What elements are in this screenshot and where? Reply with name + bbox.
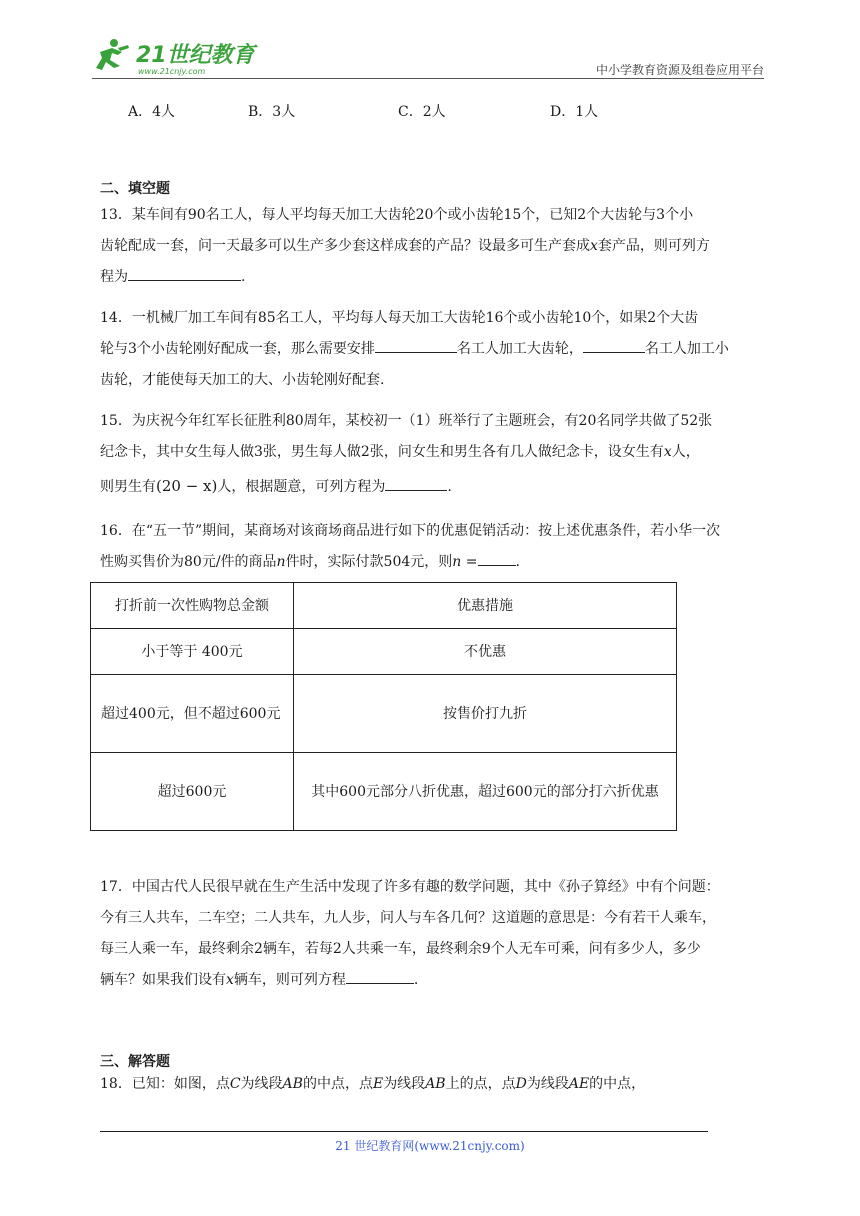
- answer-blank[interactable]: [375, 338, 457, 353]
- q16-line2: 性购买售价为80元/件的商品n件时，实际付款504元，则n = .: [100, 547, 764, 578]
- table-cell: 超过600元: [91, 753, 294, 831]
- q17-line1: 17．中国古代人民很早就在生产生活中发现了许多有趣的数学问题，其中《孙子算经》中有个问题：: [100, 879, 720, 895]
- question-15: [100, 406, 764, 505]
- answer-blank[interactable]: [346, 969, 414, 984]
- q17-line2: 今有三人共车，二车空；二人共车，九人步，问人与车各几何？这道题的意思是：今有若干人乘车，: [100, 910, 716, 926]
- table-cell: 其中600元部分八折优惠，超过600元的部分打六折优惠: [294, 753, 677, 831]
- answer-blank[interactable]: [478, 551, 516, 566]
- table-cell: 小于等于 400元: [91, 629, 294, 675]
- table-row: [91, 753, 677, 831]
- q15-line2: 纪念卡，其中女生每人做3张，男生每人做2张，问女生和男生各有几人做纪念卡，设女生有x人，: [100, 444, 700, 460]
- q17-line3: 每三人乘一车，最终剩余2辆车，若每2人共乘一车，最终剩余9个人无车可乘，问有多少人，多少: [100, 941, 701, 957]
- footer-link[interactable]: 21 世纪教育网(www.21cnjy.com): [335, 1139, 525, 1153]
- q13-line1: 13．某车间有90名工人，每人平均每天加工大齿轮20个或小齿轮15个，已知2个大齿轮与3个小: [100, 207, 694, 223]
- discount-table: [90, 582, 677, 831]
- q17-line4: 辆车？如果我们设有x辆车，则可列方程 .: [100, 965, 764, 996]
- table-row: [91, 629, 677, 675]
- table-cell: 超过400元，但不超过600元: [91, 675, 294, 753]
- q15-line3: 则男生有(20 − x)人，根据题意，可列方程为 .: [100, 477, 452, 495]
- option-c: C．2人: [398, 104, 446, 120]
- question-16: [100, 516, 764, 578]
- svg-text:www.21cnjy.com: www.21cnjy.com: [138, 67, 206, 76]
- q16-line1: 16．在“五一节”期间，某商场对该商场商品进行如下的优惠促销活动：按上述优惠条件，若小华一次: [100, 523, 721, 539]
- page-header: [92, 30, 764, 80]
- answer-blank[interactable]: [385, 476, 447, 491]
- answer-blank[interactable]: [583, 338, 645, 353]
- footer-divider: [100, 1131, 708, 1132]
- q14-line2: 轮与3个小齿轮刚好配成一套，那么需要安排 名工人加工大齿轮， 名工人加工小: [100, 334, 764, 365]
- question-17: [100, 872, 764, 996]
- q13-line2: 齿轮配成一套，问一天最多可以生产多少套这样成套的产品？设最多可生产套成x套产品，则可列方: [100, 238, 710, 254]
- question-14: [100, 303, 764, 396]
- table-header-cell: 优惠措施: [294, 583, 677, 629]
- site-logo: [92, 36, 262, 78]
- section-title-answer: 三、解答题: [100, 1054, 170, 1070]
- answer-options: [128, 101, 728, 129]
- q14-line1: 14．一机械厂加工车间有85名工人，平均每人每天加工大齿轮16个或小齿轮10个，如果2个大齿: [100, 310, 699, 326]
- q18-line1: 18．已知：如图，点C为线段AB的中点，点E为线段AB上的点，点D为线段AE的中点，: [100, 1076, 646, 1092]
- header-divider: [92, 78, 764, 79]
- table-cell: 不优惠: [294, 629, 677, 675]
- answer-blank[interactable]: [128, 266, 241, 281]
- table-cell: 按售价打九折: [294, 675, 677, 753]
- q13-line3: 程为 .: [100, 262, 764, 293]
- table-row: [91, 675, 677, 753]
- svg-text:21世纪教育: 21世纪教育: [136, 43, 255, 68]
- q14-line3: 齿轮，才能使每天加工的大、小齿轮刚好配套.: [100, 372, 385, 388]
- q15-line1: 15．为庆祝今年红军长征胜利80周年，某校初一（1）班举行了主题班会，有20名同学共做了52张: [100, 413, 713, 429]
- table-header-row: [91, 583, 677, 629]
- platform-label: 中小学教育资源及组卷应用平台: [595, 63, 764, 77]
- section-title-fill-blank: 二、填空题: [100, 181, 170, 197]
- table-header-cell: 打折前一次性购物总金额: [91, 583, 294, 629]
- option-b: B．3人: [248, 104, 296, 120]
- option-d: D．1人: [550, 104, 599, 120]
- question-18: [100, 1069, 764, 1100]
- question-13: [100, 200, 764, 293]
- option-a: A．4人: [128, 104, 176, 120]
